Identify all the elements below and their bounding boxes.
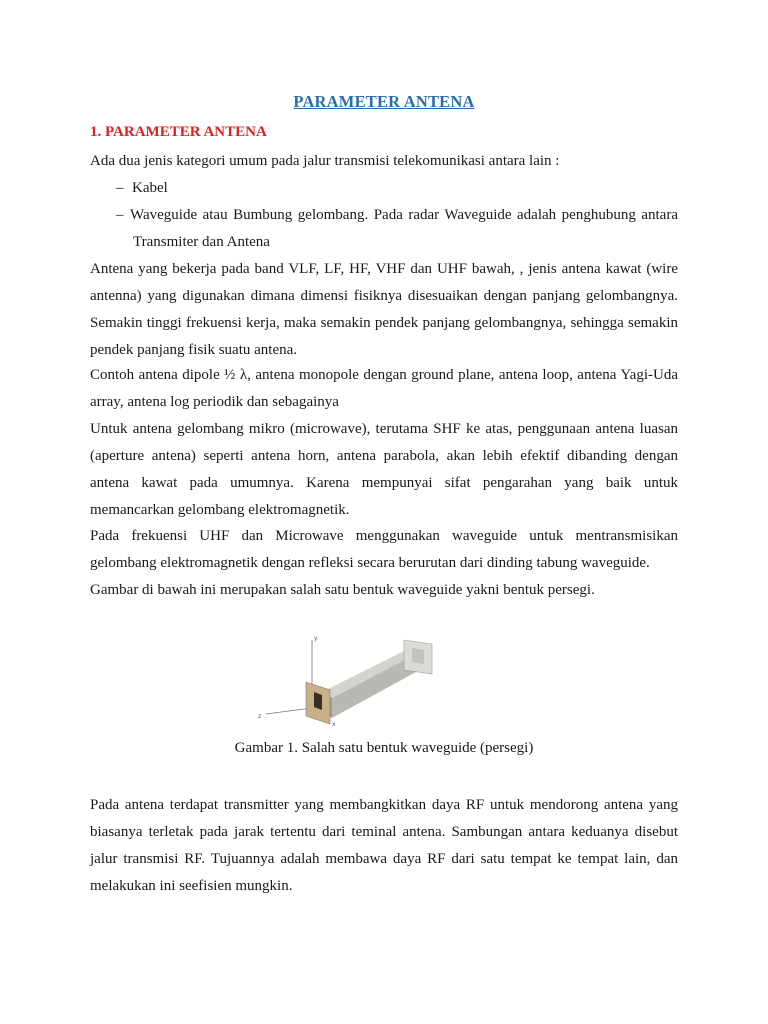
paragraph-line: Gambar di bawah ini merupakan salah satu bentuk waveguide yakni bentuk persegi. bbox=[90, 582, 595, 598]
paragraph-line: Pada antena terdapat transmitter yang membangkitkan daya RF untuk mendorong antena yang bbox=[90, 797, 678, 813]
near-flange-aperture bbox=[314, 692, 322, 710]
waveguide-figure bbox=[256, 632, 438, 728]
bullet-dash: – bbox=[116, 180, 124, 196]
axis-label-y: y bbox=[314, 635, 318, 642]
paragraph-line: Pada frekuensi UHF dan Microwave menggunakan waveguide untuk mentransmisikan bbox=[90, 528, 678, 544]
bullet-dash: – bbox=[116, 207, 124, 223]
paragraph-line: Semakin tinggi frekuensi kerja, maka semakin pendek panjang gelombangnya, sehingga semakin bbox=[90, 315, 678, 331]
intro-text: Ada dua jenis kategori umum pada jalur transmisi telekomunikasi antara lain : bbox=[90, 153, 560, 169]
figure-caption: Gambar 1. Salah satu bentuk waveguide (persegi) bbox=[234, 740, 534, 756]
bullet-kabel: Kabel bbox=[132, 180, 168, 196]
paragraph-line: Contoh antena dipole ½ λ, antena monopole dengan ground plane, antena loop, antena Yagi-Uda bbox=[90, 367, 678, 383]
far-flange-aperture bbox=[412, 648, 424, 664]
paragraph-line: Antena yang bekerja pada band VLF, LF, HF, VHF dan UHF bawah, , jenis antena kawat (wire bbox=[90, 261, 678, 277]
paragraph-line: jalur transmisi RF. Tujuannya adalah membawa daya RF dari satu tempat ke tempat lain, dan bbox=[90, 851, 678, 867]
page-title: PARAMETER ANTENA bbox=[293, 92, 475, 111]
section-heading: 1. PARAMETER ANTENA bbox=[90, 124, 267, 140]
paragraph-line: melakukan ini seefisien mungkin. bbox=[90, 878, 293, 894]
bullet-waveguide-continued: Transmiter dan Antena bbox=[133, 234, 270, 250]
paragraph-line: (aperture antena) seperti antena horn, antena parabola, akan lebih efektif dibanding dengan bbox=[90, 448, 678, 464]
paragraph-line: memancarkan gelombang elektromagnetik. bbox=[90, 502, 350, 518]
paragraph-line: antena kawat pada umumnya. Karena mempunyai sifat pengarahan yang baik untuk bbox=[90, 475, 678, 491]
paragraph-line: biasanya terletak pada jarak tertentu dari teminal antena. Sambungan antara keduanya disebut bbox=[90, 824, 678, 840]
paragraph-line: array, antena log periodik dan sebagainya bbox=[90, 394, 339, 410]
axis-label-z: z bbox=[258, 713, 262, 720]
paragraph-line: Untuk antena gelombang mikro (microwave), terutama SHF ke atas, penggunaan antena luasan bbox=[90, 421, 678, 437]
axis-label-x: x bbox=[332, 721, 336, 728]
paragraph-line: pendek panjang fisik suatu antena. bbox=[90, 342, 298, 358]
paragraph-line: gelombang elektromagnetik dengan refleksi secara berurutan dari dinding tabung waveguide. bbox=[90, 555, 650, 571]
paragraph-line: antenna) yang digunakan dimana dimensi fisiknya disesuaikan dengan panjang gelombangnya. bbox=[90, 288, 678, 304]
bullet-waveguide: Waveguide atau Bumbung gelombang. Pada radar Waveguide adalah penghubung antara bbox=[130, 207, 678, 223]
